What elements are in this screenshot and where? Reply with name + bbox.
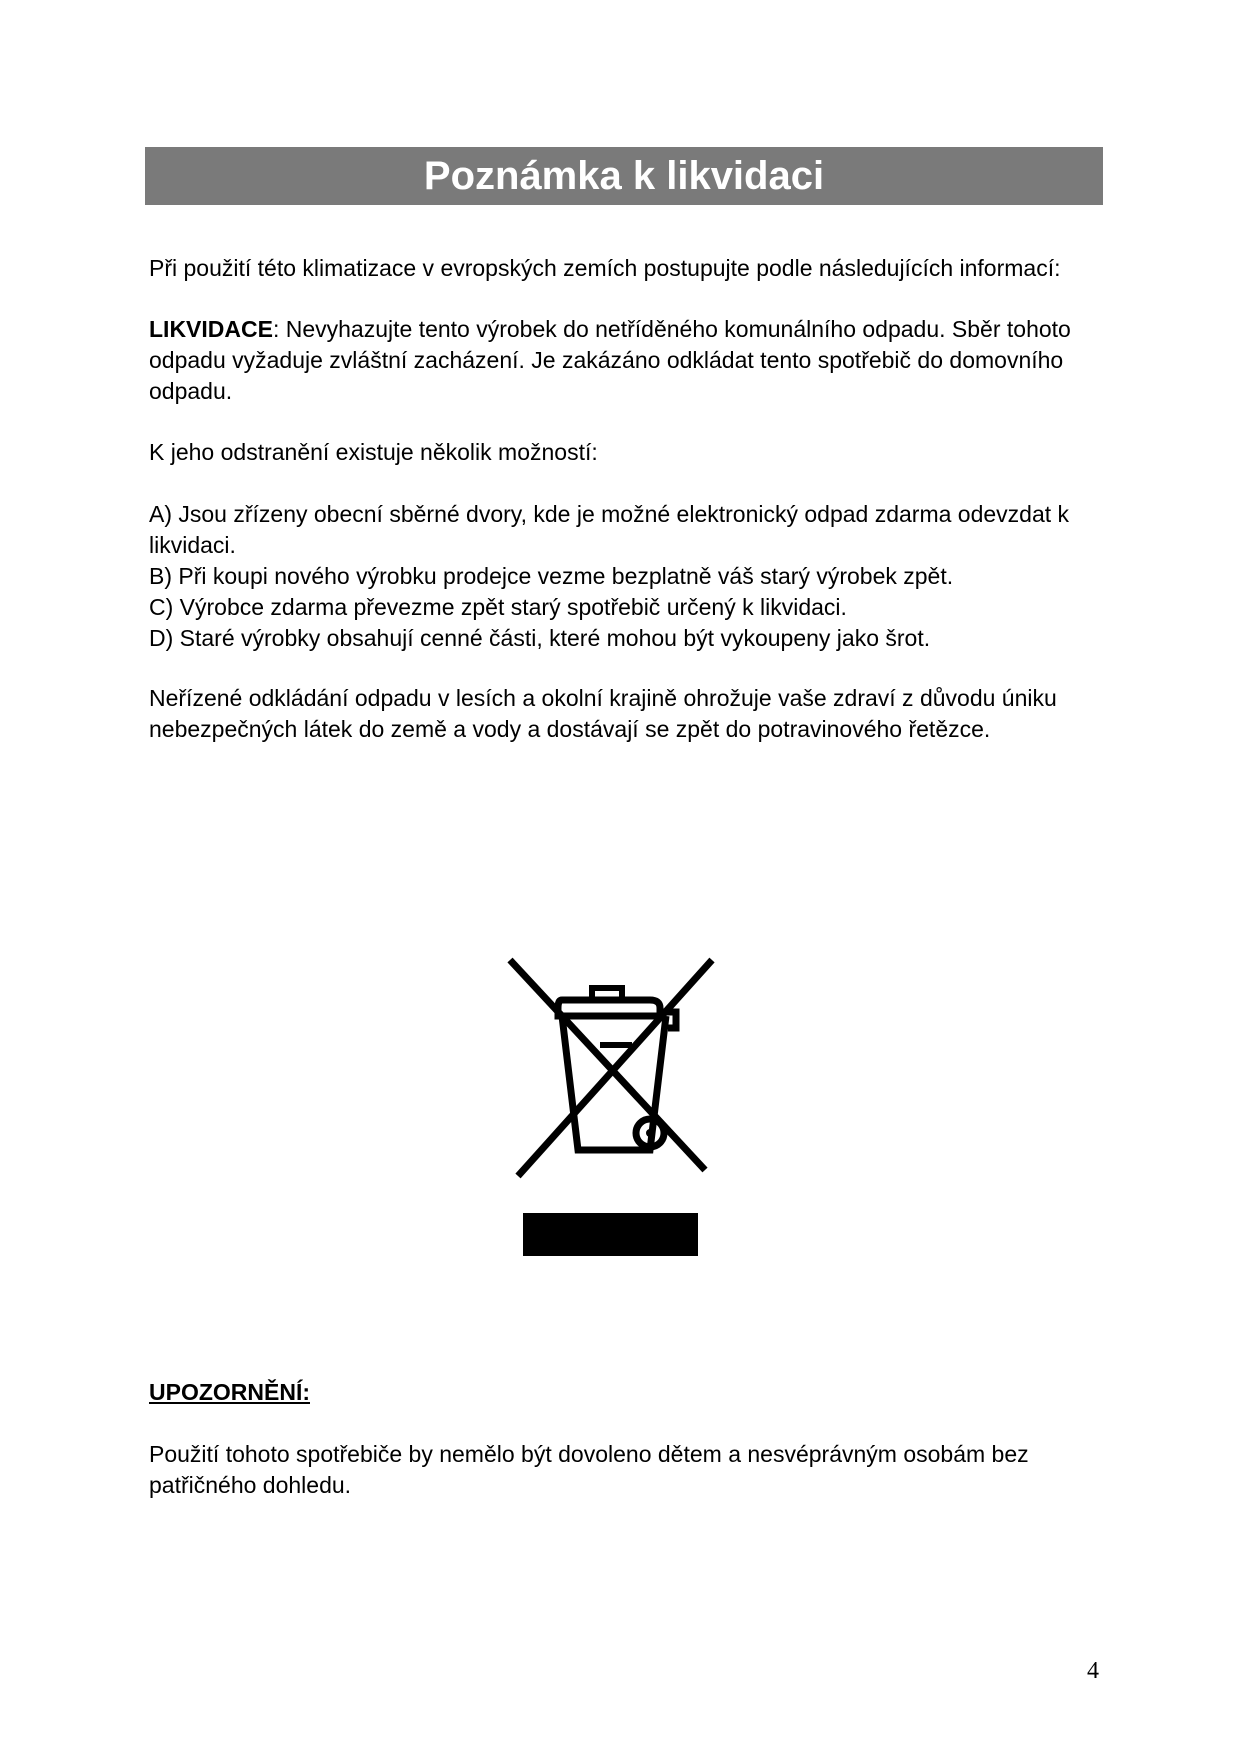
disposal-label: LIKVIDACE [149, 316, 273, 342]
option-c: C) Výrobce zdarma převezme zpět starý spotřebič určený k likvidaci. [149, 594, 847, 620]
crossed-out-wheelie-bin-icon [500, 950, 730, 1260]
intro-paragraph: Při použití této klimatizace v evropských zemích postupujte podle následujících informací: [149, 255, 1061, 281]
page-title: Poznámka k likvidaci [145, 147, 1103, 205]
disposal-paragraph [149, 314, 1079, 407]
warning-heading: UPOZORNĚNÍ: [149, 1379, 310, 1405]
option-b: B) Při koupi nového výrobku prodejce vezme bezplatně váš starý výrobek zpět. [149, 563, 954, 589]
environment-paragraph: Neřízené odkládání odpadu v lesích a okolní krajině ohrožuje vaše zdraví z důvodu úniku nebezpečných látek do země a vody a dostávají se zpět do potravinového řetězce. [149, 685, 1057, 742]
warning-paragraph: Použití tohoto spotřebiče by nemělo být dovoleno dětem a nesvéprávným osobám bez patřičného dohledu. [149, 1441, 1029, 1498]
disposal-text: : Nevyhazujte tento výrobek do netříděného komunálního odpadu. Sběr tohoto odpadu vyžaduje zvláštní zacházení. Je zakázáno odkládat tento spotřebič do domovního odpadu. [149, 316, 1071, 404]
options-intro: K jeho odstranění existuje několik možností: [149, 439, 598, 465]
options-list [149, 499, 1079, 654]
option-a: A) Jsou zřízeny obecní sběrné dvory, kde je možné elektronický odpad zdarma odevzdat k likvidaci. [149, 501, 1070, 558]
option-d: D) Staré výrobky obsahují cenné části, které mohou být vykoupeny jako šrot. [149, 625, 931, 651]
page-number: 4 [1087, 1658, 1099, 1684]
